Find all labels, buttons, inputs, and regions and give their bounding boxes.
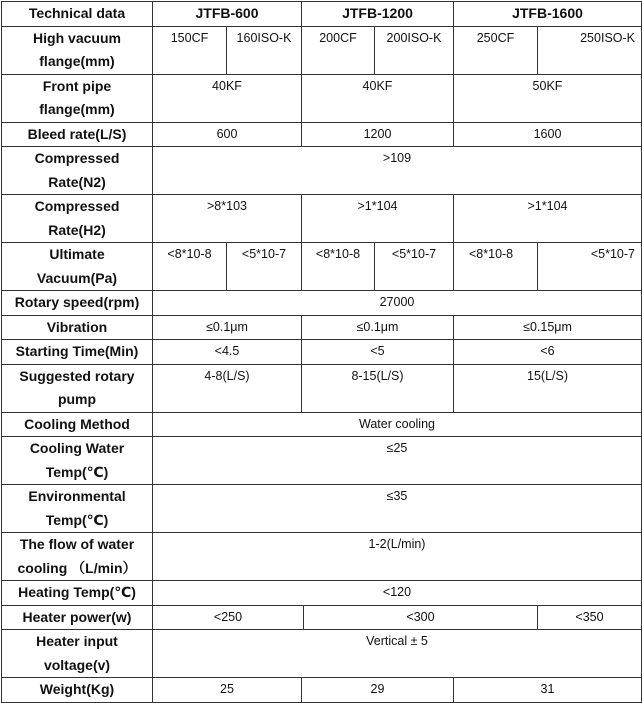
- cell-600-cf: 150CF: [153, 26, 227, 74]
- row-vibration: [2, 315, 642, 340]
- row-heating-temp: [2, 581, 642, 606]
- row-label: [2, 485, 153, 533]
- row-weight: [2, 678, 642, 703]
- row-label-line-2: pump: [57, 391, 97, 407]
- row-high-vacuum-flange: [2, 26, 642, 74]
- row-cooling-method: [2, 412, 642, 437]
- row-label: Rotary speed(rpm): [2, 291, 153, 316]
- row-label-line-1: Front pipe: [42, 77, 112, 94]
- cell-1600: <350: [538, 605, 642, 630]
- row-compressed-rate-h2: [2, 195, 642, 243]
- cell-1200: 40KF: [302, 74, 454, 122]
- cell-1200-cf: 200CF: [302, 26, 375, 74]
- cell-1600: ≤0.15μm: [454, 315, 642, 340]
- cell-1200: 8-15(L/S): [302, 364, 454, 412]
- row-label-line-1: Compressed: [34, 150, 120, 166]
- row-label: [2, 243, 153, 291]
- row-label-line-1: High vacuum: [33, 29, 121, 46]
- cell-600: 600: [153, 122, 302, 147]
- row-label: [2, 26, 153, 74]
- row-ultimate-vacuum: [2, 243, 642, 291]
- row-label: Heater power(w): [2, 605, 153, 630]
- row-water-flow: [2, 533, 642, 581]
- row-starting-time: [2, 340, 642, 365]
- cell-600: <4.5: [153, 340, 302, 365]
- row-label-line-2: flange(mm): [39, 101, 115, 117]
- cell-all-models: <120: [153, 581, 642, 606]
- row-label-line-1: Environmental: [28, 488, 126, 504]
- row-front-pipe-flange: [2, 74, 642, 122]
- cell-1200-a: <8*10-8: [302, 243, 375, 291]
- cell-1600-b: <5*10-7: [538, 243, 642, 291]
- model-header-600: JTFB-600: [153, 2, 302, 27]
- cell-600-iso: 160ISO-K: [227, 26, 302, 74]
- row-rotary-speed: [2, 291, 642, 316]
- cell-all-models: 1-2(L/min): [153, 533, 642, 581]
- cell-600-a: <8*10-8: [153, 243, 227, 291]
- row-label-line-1: Compressed: [34, 198, 120, 214]
- row-label: [2, 74, 153, 122]
- model-header-1600: JTFB-1600: [454, 2, 642, 27]
- row-label-line-1: The flow of water: [19, 536, 135, 552]
- row-label: [2, 147, 153, 195]
- row-label: Heating Temp(℃): [2, 581, 153, 606]
- row-label-line-2: Rate(H2): [48, 221, 106, 238]
- cell-1600-a: <8*10-8: [454, 243, 538, 291]
- cell-1600: <6: [454, 340, 642, 365]
- row-label-line-2: voltage(v): [43, 656, 111, 673]
- header-label: Technical data: [2, 2, 153, 27]
- row-suggested-rotary-pump: [2, 364, 642, 412]
- row-label-line-1: Ultimate: [49, 246, 105, 262]
- model-header-1200: JTFB-1200: [302, 2, 454, 27]
- row-label-line-1: Suggested rotary: [19, 367, 135, 384]
- row-label: Bleed rate(L/S): [2, 122, 153, 147]
- cell-600-b: <5*10-7: [227, 243, 302, 291]
- cell-all-models: Vertical ± 5: [153, 630, 642, 678]
- row-label-line-1: Heater input: [36, 633, 118, 649]
- row-cooling-water-temp: [2, 437, 642, 485]
- cell-1600: 15(L/S): [454, 364, 642, 412]
- row-label-line-2: Rate(N2): [48, 173, 106, 190]
- cell-600: 25: [153, 678, 302, 703]
- row-environmental-temp: [2, 485, 642, 533]
- cell-600: ≤0.1μm: [153, 315, 302, 340]
- cell-1200: <300: [304, 605, 538, 630]
- row-label: [2, 437, 153, 485]
- row-label: [2, 533, 153, 581]
- cell-1600: 1600: [454, 122, 642, 147]
- cell-1600-cf: 250CF: [454, 26, 538, 74]
- cell-all-models: >109: [153, 147, 642, 195]
- row-label: [2, 630, 153, 678]
- cell-1600: 50KF: [454, 74, 642, 122]
- cell-600: 40KF: [153, 74, 302, 122]
- header-row: [2, 2, 642, 27]
- cell-1200: ≤0.1μm: [302, 315, 454, 340]
- cell-all-models: ≤35: [153, 485, 642, 533]
- row-label-line-2: Vacuum(Pa): [36, 269, 118, 286]
- row-compressed-rate-n2: [2, 147, 642, 195]
- cell-1200: <5: [302, 340, 454, 365]
- cell-all-models: Water cooling: [153, 412, 642, 437]
- cell-1200-iso: 200ISO-K: [375, 26, 454, 74]
- cell-1200: >1*104: [302, 195, 454, 243]
- row-label-line-1: Cooling Water: [29, 440, 125, 456]
- row-label-line-2: flange(mm): [39, 53, 115, 69]
- row-bleed-rate: [2, 122, 642, 147]
- row-label: Weight(Kg): [2, 678, 153, 703]
- cell-1600: 31: [454, 678, 642, 703]
- cell-600: <250: [153, 605, 304, 630]
- cell-1200: 1200: [302, 122, 454, 147]
- cell-all-models: 27000: [153, 291, 642, 316]
- row-label-line-2: Temp(℃): [45, 463, 109, 480]
- row-label-line-2: cooling （L/min）: [17, 559, 137, 576]
- technical-data-table: [1, 1, 642, 703]
- cell-600: >8*103: [153, 195, 302, 243]
- row-label: [2, 364, 153, 412]
- row-label: Cooling Method: [2, 412, 153, 437]
- row-label-line-2: Temp(℃): [45, 511, 109, 528]
- cell-1200: 29: [302, 678, 454, 703]
- cell-1200-b: <5*10-7: [375, 243, 454, 291]
- row-heater-input-voltage: [2, 630, 642, 678]
- cell-600: 4-8(L/S): [153, 364, 302, 412]
- row-label: Vibration: [2, 315, 153, 340]
- row-heater-power: [2, 605, 642, 630]
- row-label: Starting Time(Min): [2, 340, 153, 365]
- cell-1600-iso: 250ISO-K: [538, 26, 642, 74]
- cell-1600: >1*104: [454, 195, 642, 243]
- cell-all-models: ≤25: [153, 437, 642, 485]
- row-label: [2, 195, 153, 243]
